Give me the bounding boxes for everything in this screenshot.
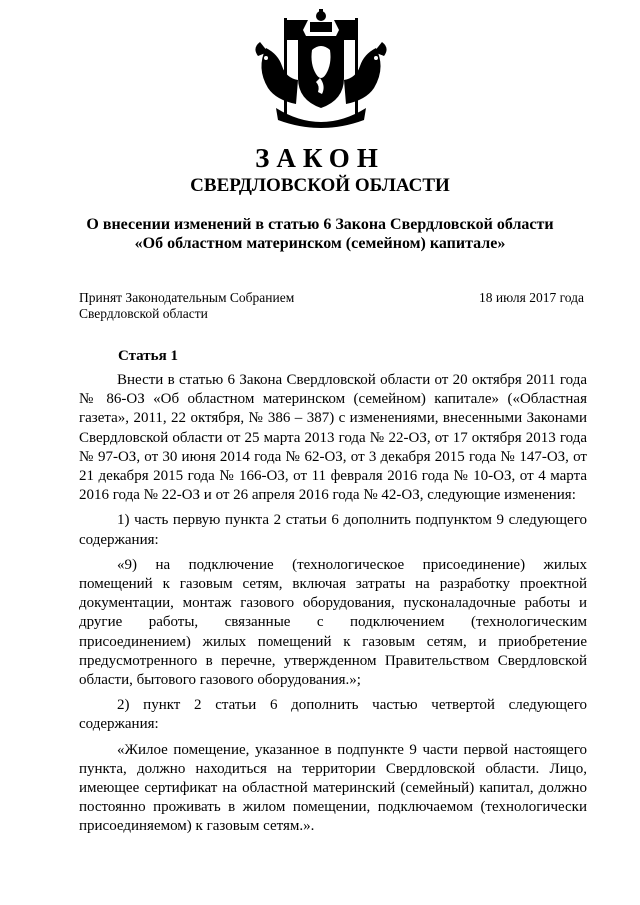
- law-title: ЗАКОН: [255, 143, 385, 173]
- paragraph-intro: Внести в статью 6 Закона Свердловской области от 20 октября 2011 года № 86-ОЗ «Об областном материнском (семейном) капитале» («Областная газета», 2011, 22 октября, № 386 – 387) с изменениями, внесенными Законами Свердловской области от 25 марта 2013 года № 22-ОЗ, от 17 октября 2013 года № 97-ОЗ, от 30 июня 2014 года № 62-ОЗ, от 3 декабря 2015 года № 147-ОЗ, от 21 декабря 2015 года № 166-ОЗ, от 11 февраля 2016 года № 10-ОЗ, от 4 марта 2016 года № 22-ОЗ и от 26 апреля 2016 года № 42-ОЗ, следующие изменения:: [79, 372, 587, 504]
- adoption-date: 18 июля 2017 года: [479, 290, 584, 305]
- adoption-line-2: Свердловской области: [79, 306, 208, 321]
- paragraph-item-2: 2) пункт 2 статьи 6 дополнить частью четвертой следующего содержания:: [79, 697, 587, 733]
- adoption-line-1: Принят Законодательным Собранием: [79, 290, 295, 305]
- article-heading: Статья 1: [118, 348, 178, 364]
- region-title: СВЕРДЛОВСКОЙ ОБЛАСТИ: [190, 175, 450, 196]
- coat-of-arms-emblem: [246, 8, 396, 136]
- paragraph-item-1: 1) часть первую пункта 2 статьи 6 дополнить подпунктом 9 следующего содержания:: [79, 512, 587, 548]
- paragraph-part-4: «Жилое помещение, указанное в подпункте 9 части первой настоящего пункта, должно находиться на территории Свердловской области. Лицо, имеющее сертификат на областной материнский (семейный) капитал, должно постоянно проживать в жилом помещении, подключаемом (технологически присоединяемом) к газовым сетям.».: [79, 741, 587, 835]
- paragraph-subitem-9: «9) на подключение (технологическое присоединение) жилых помещений к газовым сетям, включая затраты на разработку проектной документации, монтаж газового оборудования, пусконаладочные работы и другие работы, связанные с подключением (технологическим присоединением) жилых помещений к газовым сетям, и приобретение предусмотренного в перечне, утвержденном Правительством Свердловской области, бытового газового оборудования.»;: [79, 556, 587, 689]
- article-body: [79, 371, 587, 837]
- adoption-block: [79, 290, 294, 322]
- law-subtitle: О внесении изменений в статью 6 Закона Свердловской области «Об областном материнском (семейном) капитале»: [86, 216, 554, 252]
